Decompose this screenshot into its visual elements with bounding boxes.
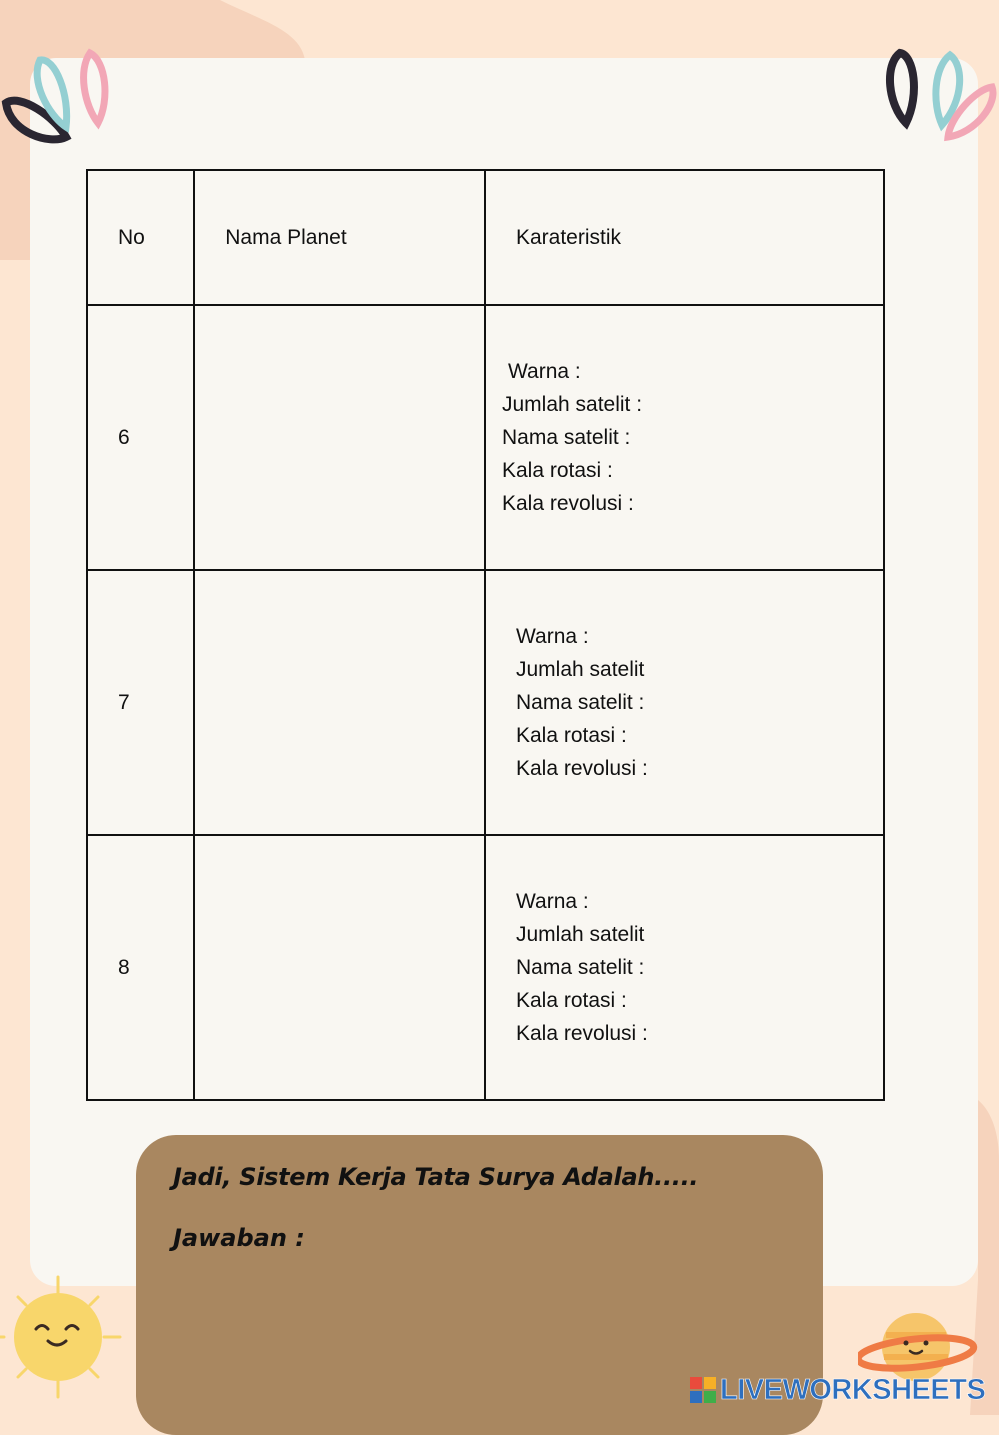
header-characteristics: Karateristik [485, 170, 884, 305]
row-number: 8 [87, 835, 194, 1100]
row-number: 7 [87, 570, 194, 835]
liveworksheets-watermark [690, 1372, 985, 1408]
sun-icon [0, 1275, 122, 1400]
table-row [87, 305, 884, 570]
characteristics-cell [485, 835, 884, 1100]
characteristic-satellite-count: Jumlah satelit : [501, 393, 643, 416]
petal-decoration-left-icon [0, 45, 120, 150]
planet-icon [858, 1307, 978, 1382]
characteristic-satellite-count: Jumlah satelit [515, 658, 645, 681]
planet-table [86, 169, 885, 1101]
table-row [87, 570, 884, 835]
characteristics-cell [485, 305, 884, 570]
conclusion-question: Jadi, Sistem Kerja Tata Surya Adalah..... [173, 1163, 699, 1191]
characteristic-color: Warna : [515, 625, 589, 648]
characteristics-cell [485, 570, 884, 835]
row-number: 6 [87, 305, 194, 570]
characteristic-color: Warna : [507, 360, 581, 383]
watermark-text: LIVEWORKSHEETS [720, 1373, 986, 1406]
planet-name-cell[interactable] [194, 305, 485, 570]
petal-decoration-right-icon [880, 45, 999, 145]
characteristic-rotation: Kala rotasi : [515, 989, 627, 1012]
header-no: No [87, 170, 194, 305]
table-row [87, 835, 884, 1100]
table-header-row [87, 170, 884, 305]
characteristic-satellite-name: Nama satelit : [515, 956, 645, 979]
characteristic-rotation: Kala rotasi : [501, 459, 613, 482]
liveworksheets-logo-icon [690, 1377, 716, 1403]
characteristic-satellite-count: Jumlah satelit [515, 923, 645, 946]
characteristic-revolution: Kala revolusi : [515, 757, 648, 780]
characteristic-satellite-name: Nama satelit : [501, 426, 631, 449]
characteristic-revolution: Kala revolusi : [515, 1022, 648, 1045]
characteristic-color: Warna : [515, 890, 589, 913]
characteristic-revolution: Kala revolusi : [501, 492, 634, 515]
characteristic-satellite-name: Nama satelit : [515, 691, 645, 714]
header-planet-name: Nama Planet [194, 170, 485, 305]
answer-label: Jawaban : [173, 1224, 305, 1252]
planet-name-cell[interactable] [194, 835, 485, 1100]
characteristic-rotation: Kala rotasi : [515, 724, 627, 747]
planet-name-cell[interactable] [194, 570, 485, 835]
